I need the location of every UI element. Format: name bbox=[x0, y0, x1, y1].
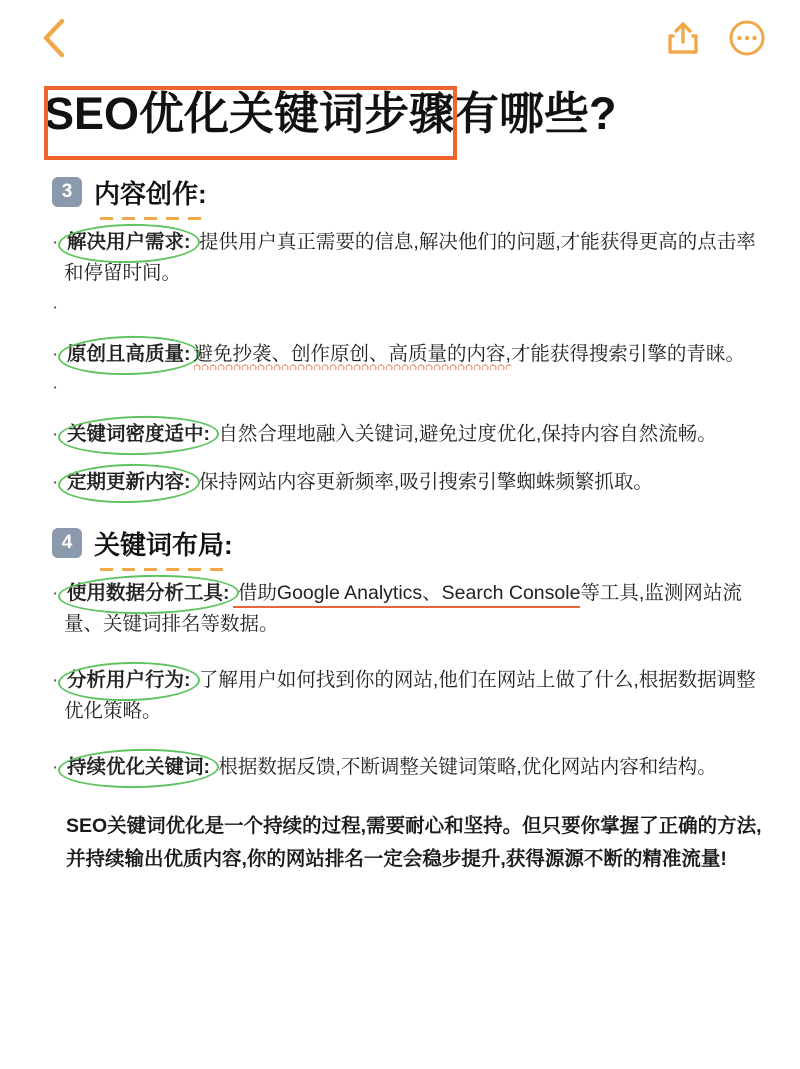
bullet-dot: · bbox=[52, 472, 59, 494]
section-heading bbox=[52, 525, 764, 562]
bullet-dot: · bbox=[52, 377, 59, 399]
section-number-badge: 4 bbox=[52, 528, 82, 558]
list-item-text bbox=[64, 752, 764, 784]
section-number-badge: 3 bbox=[52, 177, 82, 207]
list-item-text bbox=[64, 467, 764, 499]
bullet-dot: · bbox=[52, 296, 59, 318]
empty-line bbox=[64, 292, 764, 310]
top-navigation-bar bbox=[0, 0, 800, 76]
list-item-lead: 分析用户行为: bbox=[64, 665, 194, 697]
list-item bbox=[52, 665, 764, 728]
list-item bbox=[52, 467, 764, 499]
share-icon[interactable] bbox=[666, 20, 700, 56]
bullet-dot: · bbox=[52, 669, 59, 691]
list-item-rest: 自然合理地融入关键词,避免过度优化,保持内容自然流畅。 bbox=[213, 423, 717, 446]
list-item-lead: 解决用户需求: bbox=[64, 227, 194, 259]
list-item bbox=[52, 339, 764, 371]
list-item-highlight: 避免抄袭、创作原创、高质量的内容, bbox=[194, 343, 511, 370]
list-item bbox=[52, 578, 764, 641]
section-heading bbox=[52, 174, 764, 211]
more-options-icon[interactable] bbox=[728, 19, 766, 57]
list-item-text bbox=[64, 578, 764, 641]
list-item bbox=[52, 227, 764, 290]
summary-paragraph: SEO关键词优化是一个持续的过程,需要耐心和坚持。但只要你掌握了正确的方法,并持续输出优质内容,你的网站排名一定会稳步提升,获得源源不断的精准流量! bbox=[66, 814, 762, 871]
list-item-rest: 保持网站内容更新频率,吸引搜索引擎蜘蛛频繁抓取。 bbox=[193, 471, 653, 494]
list-item bbox=[52, 419, 764, 451]
section-title: 内容创作: bbox=[94, 174, 207, 211]
bullet-spacer bbox=[52, 292, 764, 323]
back-icon[interactable] bbox=[40, 16, 70, 60]
list-item-rest: 等工具,监测网站流量、关键词排名等数据。 bbox=[64, 581, 742, 636]
section-title: 关键词布局: bbox=[94, 525, 233, 562]
list-item-text bbox=[64, 227, 764, 290]
bullet-dot: · bbox=[52, 756, 59, 778]
list-item-lead: 使用数据分析工具: bbox=[64, 578, 233, 610]
bullet-dot: · bbox=[52, 424, 59, 446]
article-body bbox=[0, 140, 800, 877]
list-item-lead: 原创且高质量: bbox=[64, 339, 194, 371]
list-item-text bbox=[64, 339, 764, 371]
bullet-dot: · bbox=[52, 231, 59, 253]
list-item-lead: 持续优化关键词: bbox=[64, 752, 213, 784]
list-item-text bbox=[64, 665, 764, 728]
top-actions bbox=[666, 19, 766, 57]
list-item-rest: 了解用户如何找到你的网站,他们在网站上做了什么,根据数据调整优化策略。 bbox=[64, 668, 756, 723]
empty-line bbox=[64, 372, 764, 390]
list-item-rest: 提供用户真正需要的信息,解决他们的问题,才能获得更高的点击率和停留时间。 bbox=[64, 230, 756, 285]
list-item-highlight: 借助Google Analytics、Search Console bbox=[233, 582, 581, 608]
bullet-dot: · bbox=[52, 582, 59, 604]
page-title: SEO优化关键词步骤有哪些? bbox=[44, 88, 617, 139]
list-item-rest: 才能获得搜索引擎的青睐。 bbox=[510, 342, 745, 365]
list-item-rest: 根据数据反馈,不断调整关键词策略,优化网站内容和结构。 bbox=[213, 755, 717, 778]
list-item-lead: 定期更新内容: bbox=[64, 467, 194, 499]
bullet-spacer bbox=[52, 372, 764, 403]
list-item-lead: 关键词密度适中: bbox=[64, 419, 213, 451]
bullet-dot: · bbox=[52, 343, 59, 365]
list-item-text bbox=[64, 419, 764, 451]
page-title-area bbox=[0, 76, 800, 140]
list-item bbox=[52, 752, 764, 784]
